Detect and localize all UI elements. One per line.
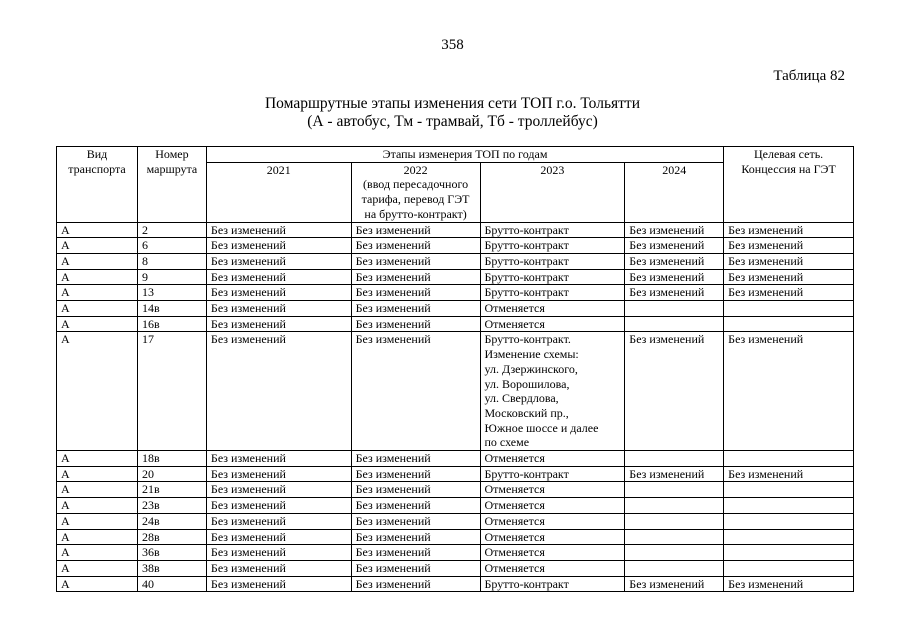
cell-target [724,560,854,576]
cell-2021: Без изменений [206,529,351,545]
table-row [57,451,854,467]
cell-2023: Отменяется [480,560,625,576]
cell-transport-type: А [57,238,138,254]
cell-route-number: 6 [137,238,206,254]
routes-table [56,146,854,592]
table-row [57,545,854,561]
table-body [57,222,854,592]
cell-2024: Без изменений [625,466,724,482]
cell-target [724,513,854,529]
cell-route-number: 40 [137,576,206,592]
table-row [57,513,854,529]
cell-2024 [625,451,724,467]
header-year-2022: 2022 (ввод пересадочного тарифа, перевод ГЭТ на брутто-контракт) [351,162,480,222]
cell-2023: Брутто-контракт [480,466,625,482]
cell-route-number: 36в [137,545,206,561]
header-transport-type: Вид транспорта [57,147,138,223]
cell-2023: Отменяется [480,316,625,332]
header-route-number: Номер маршрута [137,147,206,223]
cell-transport-type: А [57,285,138,301]
cell-2021: Без изменений [206,222,351,238]
cell-2024: Без изменений [625,238,724,254]
cell-route-number: 28в [137,529,206,545]
cell-2021: Без изменений [206,238,351,254]
cell-2021: Без изменений [206,253,351,269]
cell-2024: Без изменений [625,576,724,592]
cell-2022: Без изменений [351,269,480,285]
cell-transport-type: А [57,316,138,332]
cell-2024 [625,482,724,498]
table-row [57,285,854,301]
cell-route-number: 17 [137,332,206,451]
cell-transport-type: А [57,482,138,498]
cell-target [724,529,854,545]
cell-2022: Без изменений [351,560,480,576]
cell-route-number: 8 [137,253,206,269]
cell-route-number: 9 [137,269,206,285]
cell-2022: Без изменений [351,222,480,238]
title-line-1: Помаршрутные этапы изменения сети ТОП г.о. Тольятти [264,95,640,112]
cell-target [724,545,854,561]
cell-route-number: 2 [137,222,206,238]
cell-target: Без изменений [724,576,854,592]
cell-2024 [625,513,724,529]
cell-2023: Брутто-контракт [480,238,625,254]
cell-2021: Без изменений [206,560,351,576]
table-row [57,332,854,451]
table-title [0,95,905,131]
cell-2022: Без изменений [351,301,480,317]
cell-route-number: 38в [137,560,206,576]
cell-2022: Без изменений [351,482,480,498]
page-number: 358 [441,37,464,53]
table-row [57,466,854,482]
cell-2022: Без изменений [351,545,480,561]
cell-target: Без изменений [724,253,854,269]
cell-2022: Без изменений [351,466,480,482]
cell-target: Без изменений [724,269,854,285]
cell-2023: Отменяется [480,301,625,317]
cell-route-number: 23в [137,498,206,514]
cell-target [724,451,854,467]
cell-transport-type: А [57,529,138,545]
cell-2021: Без изменений [206,301,351,317]
cell-2024: Без изменений [625,269,724,285]
cell-2023: Брутто-контракт [480,576,625,592]
cell-2022: Без изменений [351,285,480,301]
cell-2023: Отменяется [480,482,625,498]
cell-2021: Без изменений [206,451,351,467]
cell-transport-type: А [57,253,138,269]
cell-2024 [625,560,724,576]
cell-transport-type: А [57,560,138,576]
cell-2023: Брутто-контракт [480,285,625,301]
cell-target [724,316,854,332]
cell-transport-type: А [57,576,138,592]
table-row [57,529,854,545]
cell-2022: Без изменений [351,316,480,332]
header-year-2021: 2021 [206,162,351,222]
cell-2022: Без изменений [351,332,480,451]
cell-2024: Без изменений [625,253,724,269]
cell-2023: Брутто-контракт. Изменение схемы: ул. Дзержинского, ул. Ворошилова, ул. Свердлова, Московский пр., Южное шоссе и далее по схеме [480,332,625,451]
cell-2024: Без изменений [625,222,724,238]
cell-2023: Брутто-контракт [480,269,625,285]
cell-route-number: 16в [137,316,206,332]
cell-target [724,482,854,498]
header-target-network: Целевая сеть. Концессия на ГЭТ [724,147,854,223]
cell-2023: Отменяется [480,451,625,467]
cell-2022: Без изменений [351,576,480,592]
cell-2021: Без изменений [206,316,351,332]
cell-2024 [625,316,724,332]
table-row [57,301,854,317]
cell-2021: Без изменений [206,269,351,285]
table-row [57,576,854,592]
cell-2022: Без изменений [351,451,480,467]
cell-2024: Без изменений [625,285,724,301]
cell-target [724,498,854,514]
table-row [57,560,854,576]
cell-transport-type: А [57,466,138,482]
cell-2021: Без изменений [206,545,351,561]
table-row [57,238,854,254]
cell-2021: Без изменений [206,498,351,514]
table-row [57,498,854,514]
cell-target [724,301,854,317]
cell-target: Без изменений [724,332,854,451]
cell-route-number: 24в [137,513,206,529]
cell-route-number: 14в [137,301,206,317]
table-row [57,482,854,498]
title-line-2: (А - автобус, Тм - трамвай, Тб - троллейбус) [307,113,598,130]
table-row [57,222,854,238]
cell-2021: Без изменений [206,332,351,451]
cell-transport-type: А [57,269,138,285]
header-year-2024: 2024 [625,162,724,222]
cell-2023: Отменяется [480,529,625,545]
cell-2023: Брутто-контракт [480,253,625,269]
cell-2024 [625,301,724,317]
cell-transport-type: А [57,451,138,467]
table-label: Таблица 82 [773,68,845,84]
cell-transport-type: А [57,332,138,451]
cell-2021: Без изменений [206,285,351,301]
table-row [57,316,854,332]
cell-2024 [625,529,724,545]
cell-2024 [625,545,724,561]
table-row [57,253,854,269]
cell-transport-type: А [57,545,138,561]
cell-2023: Отменяется [480,513,625,529]
cell-2022: Без изменений [351,253,480,269]
cell-2024 [625,498,724,514]
cell-transport-type: А [57,513,138,529]
cell-route-number: 13 [137,285,206,301]
cell-target: Без изменений [724,466,854,482]
cell-transport-type: А [57,222,138,238]
cell-2023: Брутто-контракт [480,222,625,238]
cell-target: Без изменений [724,238,854,254]
cell-2021: Без изменений [206,482,351,498]
cell-2022: Без изменений [351,498,480,514]
table-row [57,269,854,285]
cell-target: Без изменений [724,285,854,301]
cell-route-number: 21в [137,482,206,498]
table-header [57,147,854,223]
cell-transport-type: А [57,301,138,317]
header-year-2023: 2023 [480,162,625,222]
cell-transport-type: А [57,498,138,514]
cell-2024: Без изменений [625,332,724,451]
cell-2021: Без изменений [206,513,351,529]
cell-2023: Отменяется [480,498,625,514]
cell-2022: Без изменений [351,529,480,545]
cell-2021: Без изменений [206,576,351,592]
cell-route-number: 18в [137,451,206,467]
cell-target: Без изменений [724,222,854,238]
cell-route-number: 20 [137,466,206,482]
cell-2021: Без изменений [206,466,351,482]
cell-2022: Без изменений [351,238,480,254]
cell-2022: Без изменений [351,513,480,529]
cell-2023: Отменяется [480,545,625,561]
header-stages: Этапы изменерия ТОП по годам [206,147,723,163]
